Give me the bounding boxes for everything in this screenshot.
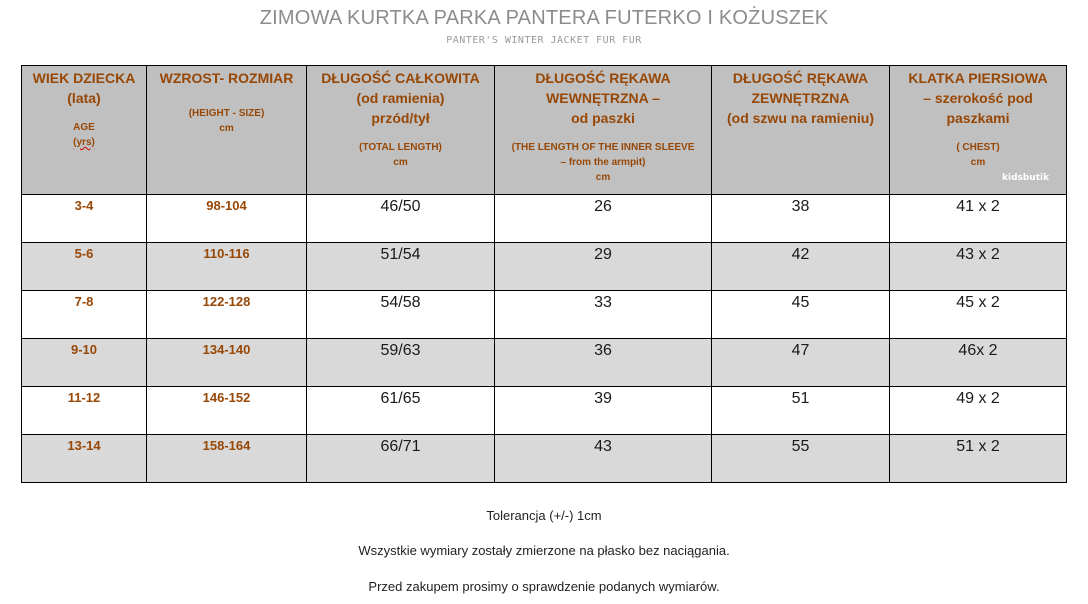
cell-age: 9-10 [22,339,147,387]
cell-height: 110-116 [147,243,307,291]
header-total-length-line3: przód/tył [371,110,430,126]
tolerance-note: Tolerancja (+/-) 1cm [486,508,602,523]
cell-total-length: 59/63 [307,339,495,387]
cell-chest: 46x 2 [890,339,1067,387]
header-inner-sleeve-title: DŁUGOŚĆ RĘKAWA [535,70,671,86]
table-row [22,243,1067,291]
cell-outer-sleeve: 55 [712,435,890,483]
header-total-length-line2: (od ramienia) [356,90,445,106]
header-age-unit: (lata) [67,90,101,106]
table-row [22,435,1067,483]
cell-inner-sleeve: 33 [495,291,712,339]
table-row [22,291,1067,339]
cell-total-length: 51/54 [307,243,495,291]
cell-chest: 49 x 2 [890,387,1067,435]
header-chest-title: KLATKA PIERSIOWA [908,70,1048,86]
header-total-length-title: DŁUGOŚĆ CAŁKOWITA [321,70,480,86]
header-inner-sleeve-en: (THE LENGTH OF THE INNER SLEEVE [511,142,695,153]
header-height [147,66,307,195]
table-row [22,339,1067,387]
cell-age: 7-8 [22,291,147,339]
cell-inner-sleeve: 39 [495,387,712,435]
cell-chest: 43 x 2 [890,243,1067,291]
cell-inner-sleeve: 43 [495,435,712,483]
cell-total-length: 46/50 [307,195,495,243]
cell-age: 5-6 [22,243,147,291]
header-inner-sleeve-line2: WEWNĘTRZNA – [546,90,660,106]
cell-chest: 41 x 2 [890,195,1067,243]
cell-height: 134-140 [147,339,307,387]
cell-total-length: 61/65 [307,387,495,435]
header-chest-line3: paszkami [946,110,1010,126]
header-chest-en: ( CHEST) [956,142,1000,153]
table-row [22,387,1067,435]
header-inner-sleeve-en2: – from the armpit) [560,157,646,168]
header-height-en: (HEIGHT - SIZE) [188,108,265,119]
table-row [22,195,1067,243]
header-total-length-en: (TOTAL LENGTH) [359,142,442,153]
header-inner-sleeve-line3: od paszki [571,110,635,126]
page-title: ZIMOWA KURTKA PARKA PANTERA FUTERKO I KOŻUSZEK [259,7,829,29]
page-subtitle: PANTER'S WINTER JACKET FUR FUR [446,35,642,46]
header-chest-line2: – szerokość pod [923,90,1033,106]
cell-inner-sleeve: 36 [495,339,712,387]
header-total-length [307,66,495,195]
cell-chest: 51 x 2 [890,435,1067,483]
cell-height: 122-128 [147,291,307,339]
cell-inner-sleeve: 26 [495,195,712,243]
header-age-en: AGE [73,122,95,133]
header-outer-sleeve-title: DŁUGOŚĆ RĘKAWA [732,70,869,86]
cell-outer-sleeve: 45 [712,291,890,339]
cell-height: 98-104 [147,195,307,243]
header-height-title: WZROST- ROZMIAR [159,70,294,86]
size-chart-table [21,65,1067,483]
cell-outer-sleeve: 47 [712,339,890,387]
header-outer-sleeve-line2: ZEWNĘTRZNA [751,90,850,106]
header-chest-unit: cm [970,157,986,168]
cell-height: 146-152 [147,387,307,435]
cell-age: 13-14 [22,435,147,483]
header-age-title: WIEK DZIECKA [32,70,136,86]
flat-measurement-note: Wszystkie wymiary zostały zmierzone na płasko bez naciągania. [358,543,730,558]
header-age-en-unit: (yrs) [73,137,95,148]
cell-total-length: 54/58 [307,291,495,339]
header-height-unit: cm [219,123,234,134]
header-row [22,66,1067,195]
cell-chest: 45 x 2 [890,291,1067,339]
header-inner-sleeve [495,66,712,195]
cell-height: 158-164 [147,435,307,483]
cell-age: 3-4 [22,195,147,243]
cell-outer-sleeve: 38 [712,195,890,243]
header-outer-sleeve [712,66,890,195]
cell-total-length: 66/71 [307,435,495,483]
header-inner-sleeve-unit: cm [595,172,611,183]
cell-outer-sleeve: 51 [712,387,890,435]
cell-inner-sleeve: 29 [495,243,712,291]
header-outer-sleeve-line3: (od szwu na ramieniu) [726,110,874,126]
check-before-purchase-note: Przed zakupem prosimy o sprawdzenie podanych wymiarów. [368,579,720,594]
header-total-length-unit: cm [393,157,408,168]
cell-age: 11-12 [22,387,147,435]
watermark-text: kidsbutik [1002,173,1050,183]
cell-outer-sleeve: 42 [712,243,890,291]
header-age [22,66,147,195]
